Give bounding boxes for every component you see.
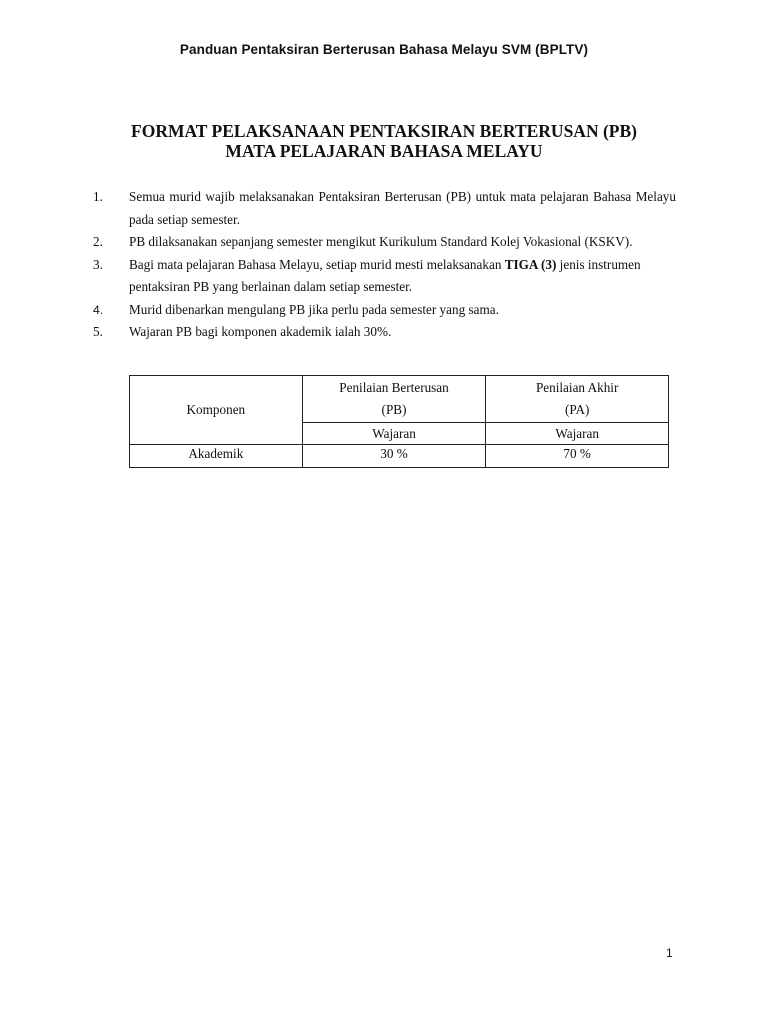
list-item-text-start: Bagi mata pelajaran Bahasa Melayu, setiap murid mesti melaksanakan [129,256,505,272]
list-item-number: 1. [93,189,103,204]
pb-header-line-1: Penilaian Berterusan [339,380,449,395]
list-item [93,186,676,231]
list-item-text-end: jenis instrumen pentaksiran PB yang berlainan dalam setiap semester. [129,256,641,294]
pa-header-line-2: (PA) [564,402,590,417]
pa-value-cell: 70 % [486,445,669,468]
component-cell: Akademik [130,445,303,468]
list-item-number: 5. [93,324,103,339]
pa-header-line-1: Penilaian Akhir [535,380,619,395]
list-item [93,321,676,344]
list-item-text: PB dilaksanakan sepanjang semester mengikut Kurikulum Standard Kolej Vokasional (KSKV). [129,234,633,249]
list-item-bold-text: TIGA (3) [504,256,557,272]
list-item [93,254,676,299]
pb-header-line-2: (PB) [381,402,407,417]
component-header-cell: Komponen [130,376,303,445]
rules-list [93,186,676,344]
list-item [93,299,676,322]
list-item-text [129,254,676,299]
list-item-text: Semua murid wajib melaksanakan Pentaksiran Berterusan (PB) untuk mata pelajaran Bahasa Melayu pada setiap semester. [129,189,676,227]
pa-header-cell [486,376,669,423]
list-item [93,231,676,254]
pb-weight-header: Wajaran [302,423,486,445]
table-row [130,445,669,468]
table-header-row [130,376,669,423]
title-line-1: FORMAT PELAKSANAAN PENTAKSIRAN BERTERUSAN (PB) [131,121,637,141]
running-header: Panduan Pentaksiran Berterusan Bahasa Melayu SVM (BPLTV) [179,42,589,57]
title-line-2: MATA PELAJARAN BAHASA MELAYU [225,141,543,161]
list-item-text: Wajaran PB bagi komponen akademik ialah 30%. [129,324,392,339]
pa-weight-header: Wajaran [486,423,669,445]
list-item-number: 4. [93,302,104,317]
list-item-text: Murid dibenarkan mengulang PB jika perlu pada semester yang sama. [129,301,499,317]
pb-header-cell [302,376,486,423]
assessment-table [129,375,669,468]
page-number: 1 [666,946,673,960]
document-title [0,121,768,161]
list-item-number: 2. [93,234,103,249]
list-item-number: 3. [93,256,103,272]
pb-value-cell: 30 % [302,445,486,468]
